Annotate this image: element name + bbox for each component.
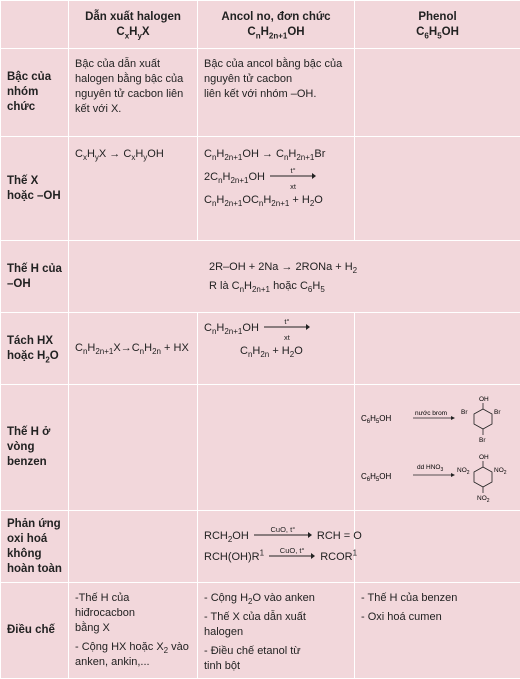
formula-ancol: $C_nH_{2n+1}OH$ [204, 25, 348, 40]
tach-phenol [355, 313, 520, 385]
row-label-tach: Tách HX hoặc $H_2O$ [1, 313, 69, 385]
bac-ancol: Bậc của ancol bằng bậc của nguyên tử cacbon liên kết với nhóm –OH. [198, 49, 355, 137]
header-halogen: Dẫn xuất halogen $C_xH_yX$ [69, 1, 198, 49]
row-tach [1, 313, 520, 385]
svg-text:NO2: $NO_2$ [457, 467, 470, 476]
row-label-the-x: Thế X hoặc –OH [1, 137, 69, 241]
tribromophenol-ring [461, 396, 501, 444]
corner-cell [1, 1, 69, 49]
row-the-x [1, 137, 520, 241]
dieu-che-ancol: - Cộng $H_2O$ vào anken - Thế X của dẫn xuất halogen - Điều chế etanol từ tinh bột [198, 583, 355, 679]
bac-phenol [355, 49, 520, 137]
the-x-ancol: $C_nH_{2n+1}OH \to C_nH_{2n+1}Br$ $2C_nH_{2n+1}OH$ t° xt $C_nH_{2n+1}OC_nH_{2n+1} + H_2O$ [198, 137, 355, 241]
bac-halogen: Bậc của dẫn xuất halogen bằng bậc của nguyên tử cacbon liên kết với X. [69, 49, 198, 137]
reagent-nitric: dd $HNO_3$ [417, 464, 443, 473]
svg-text:Br: Br [479, 437, 486, 444]
row-label-dieu-che: Điều chế [1, 583, 69, 679]
vong-ancol [198, 385, 355, 511]
the-x-halogen: $C_xH_yX \to C_xH_yOH$ [69, 137, 198, 241]
svg-text:C6H5OH: $C_6H_5OH$ [361, 414, 391, 425]
vong-phenol [355, 385, 520, 511]
row-dieu-che [1, 583, 520, 679]
svg-text:C6H5OH: $C_6H_5OH$ [361, 472, 391, 483]
header-phenol: Phenol $C_6H_5OH$ [355, 1, 520, 49]
oxi-phenol [355, 511, 520, 583]
dieu-che-halogen: -Thế H của hiđrocacbon bằng X - Cộng HX hoặc $X_2$ vào anken, ankin,... [69, 583, 198, 679]
arrow-oxidation-2: CuO, t° [269, 550, 315, 564]
dieu-che-phenol: - Thế H của benzen - Oxi hoá cumen [355, 583, 520, 679]
arrow-oxidation-1: CuO, t° [254, 529, 312, 543]
phenol-substitution-svg [359, 387, 519, 505]
svg-text:Br: Br [494, 409, 501, 416]
row-label-oxi-hoa: Phản ứng oxi hoá không hoàn toàn [1, 511, 69, 583]
row-label-bac: Bậc của nhóm chức [1, 49, 69, 137]
row-the-h-oh [1, 241, 520, 313]
row-bac [1, 49, 520, 137]
tach-ancol: $C_nH_{2n+1}OH$ t° xt $C_nH_{2n} + H_2O$ [198, 313, 355, 385]
tach-halogen: $C_nH_{2n+1}X\to C_nH_{2n}$ + HX [69, 313, 198, 385]
the-h-oh-merged: 2R–OH + 2Na → 2RONa + $H_2$ R là $C_nH_{2n+1}$ hoặc $C_6H_5$ [69, 241, 520, 313]
formula-halogen: $C_xH_yX$ [75, 25, 191, 40]
row-label-the-h-oh: Thế H của –OH [1, 241, 69, 313]
oxi-halogen [69, 511, 198, 583]
formula-phenol: $C_6H_5OH$ [361, 25, 514, 40]
the-x-phenol [355, 137, 520, 241]
svg-text:Br: Br [461, 409, 468, 416]
trinitrophenol-ring [457, 454, 507, 504]
row-oxi-hoa [1, 511, 520, 583]
header-ancol: Ancol no, đơn chức $C_nH_{2n+1}OH$ [198, 1, 355, 49]
row-label-the-h-vong: Thế H ở vòng benzen [1, 385, 69, 511]
oxi-ancol: $RCH_2OH$ CuO, t° RCH = O $RCH(OH)R^1$ CuO, t° RCOR$^1$ [198, 511, 355, 583]
svg-text:NO2: $NO_2$ [477, 495, 490, 504]
svg-text:OH: OH [479, 454, 489, 461]
svg-text:OH: OH [479, 396, 489, 403]
header-row [1, 1, 520, 49]
reagent-bromine: nước brom [415, 410, 447, 417]
svg-text:NO2: $NO_2$ [494, 467, 507, 476]
row-the-h-vong [1, 385, 520, 511]
arrow-elimination: t° xt [264, 321, 310, 335]
arrow-dehydration: t° xt [270, 170, 316, 184]
vong-halogen [69, 385, 198, 511]
